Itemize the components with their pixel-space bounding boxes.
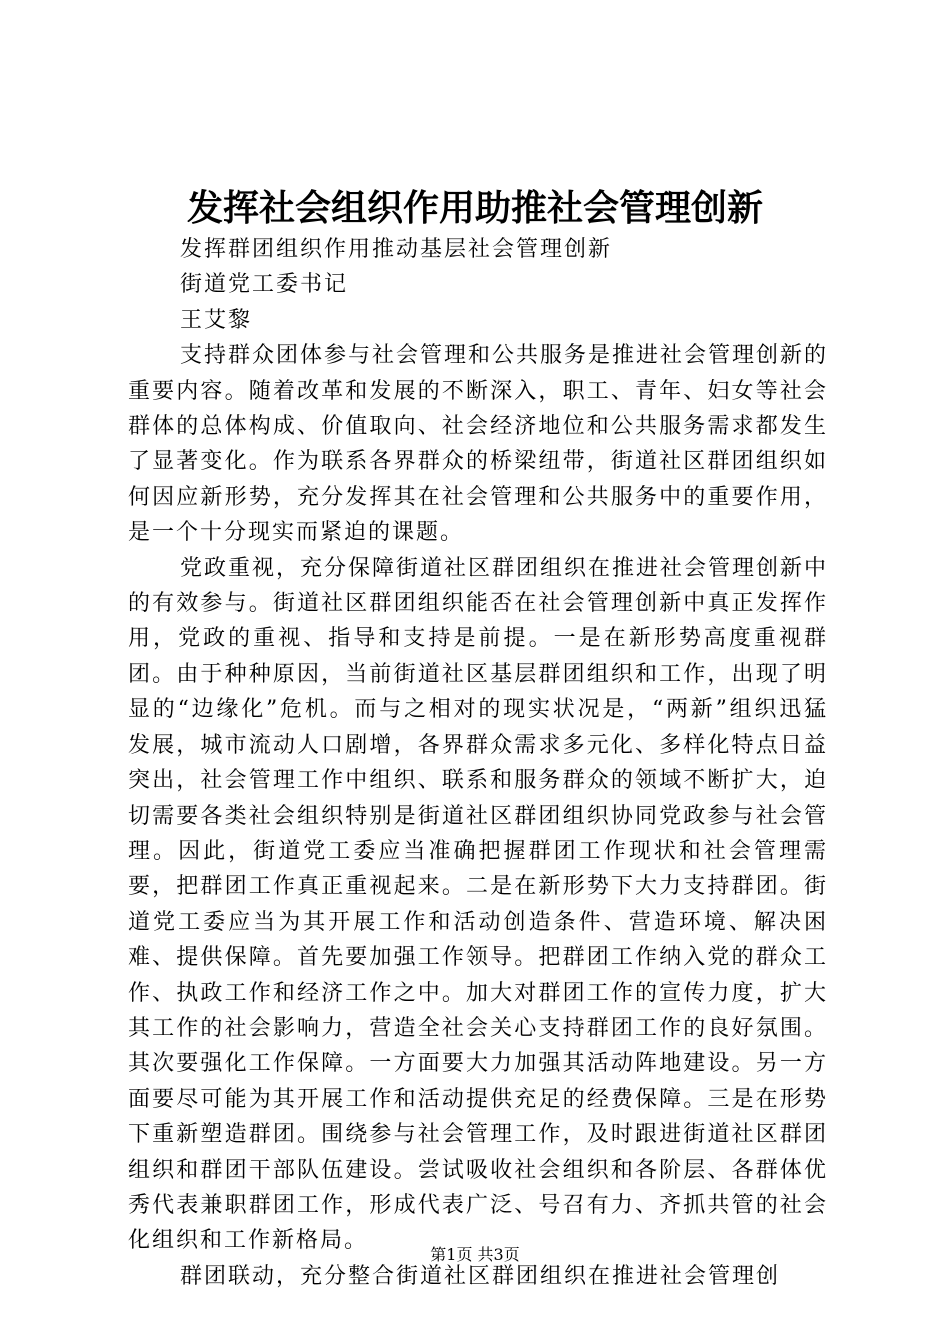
document-body — [128, 232, 828, 1294]
author-name: 王艾黎 — [180, 307, 253, 333]
paragraph-2: 党政重视，充分保障街道社区群团组织在推进社会管理创新中的有效参与。街道社区群团组织能否在社会管理创新中真正发挥作用，党政的重视、指导和支持是前提。一是在新形势高度重视群团。由于种种原因，当前街道社区基层群团组织和工作，出现了明显的“边缘化”危机。而与之相对的现实状况是，“两新”组织迅猛发展，城市流动人口剧增，各界群众需求多元化、多样化特点日益突出，社会管理工作中组织、联系和服务群众的领域不断扩大，迫切需要各类社会组织特别是街道社区群团组织协同党政参与社会管理。因此，街道党工委应当准确把握群团工作现状和社会管理需要，把群团工作真正重视起来。二是在新形势下大力支持群团。街道党工委应当为其开展工作和活动创造条件、营造环境、解决困难、提供保障。首先要加强工作领导。把群团工作纳入党的群众工作、执政工作和经济工作之中。加大对群团工作的宣传力度，扩大其工作的社会影响力，营造全社会关心支持群团工作的良好氛围。其次要强化工作保障。一方面要大力加强其活动阵地建设。另一方面要尽可能为其开展工作和活动提供充足的经费保障。三是在形势下重新塑造群团。围绕参与社会管理工作，及时跟进街道社区群团组织和群团干部队伍建设。尝试吸收社会组织和各阶层、各群体优秀代表兼职群团工作，形成代表广泛、号召有力、齐抓共管的社会化组织和工作新格局。 — [128, 555, 829, 1254]
paragraph-1: 支持群众团体参与社会管理和公共服务是推进社会管理创新的重要内容。随着改革和发展的不断深入，职工、青年、妇女等社会群体的总体构成、价值取向、社会经济地位和公共服务需求都发生了显著变化。作为联系各界群众的桥梁纽带，街道社区群团组织如何因应新形势，充分发挥其在社会管理和公共服务中的重要作用，是一个十分现实而紧迫的课题。 — [128, 343, 829, 546]
document-title: 发挥社会组织作用助推社会管理创新 — [186, 187, 763, 229]
subtitle: 发挥群团组织作用推动基层社会管理创新 — [180, 237, 613, 262]
page-footer: 第1页 共3页 — [430, 1245, 520, 1264]
paragraph-3: 群团联动，充分整合街道社区群团组织在推进社会管理创 — [180, 1263, 781, 1289]
author-role: 街道党工委书记 — [180, 272, 349, 298]
